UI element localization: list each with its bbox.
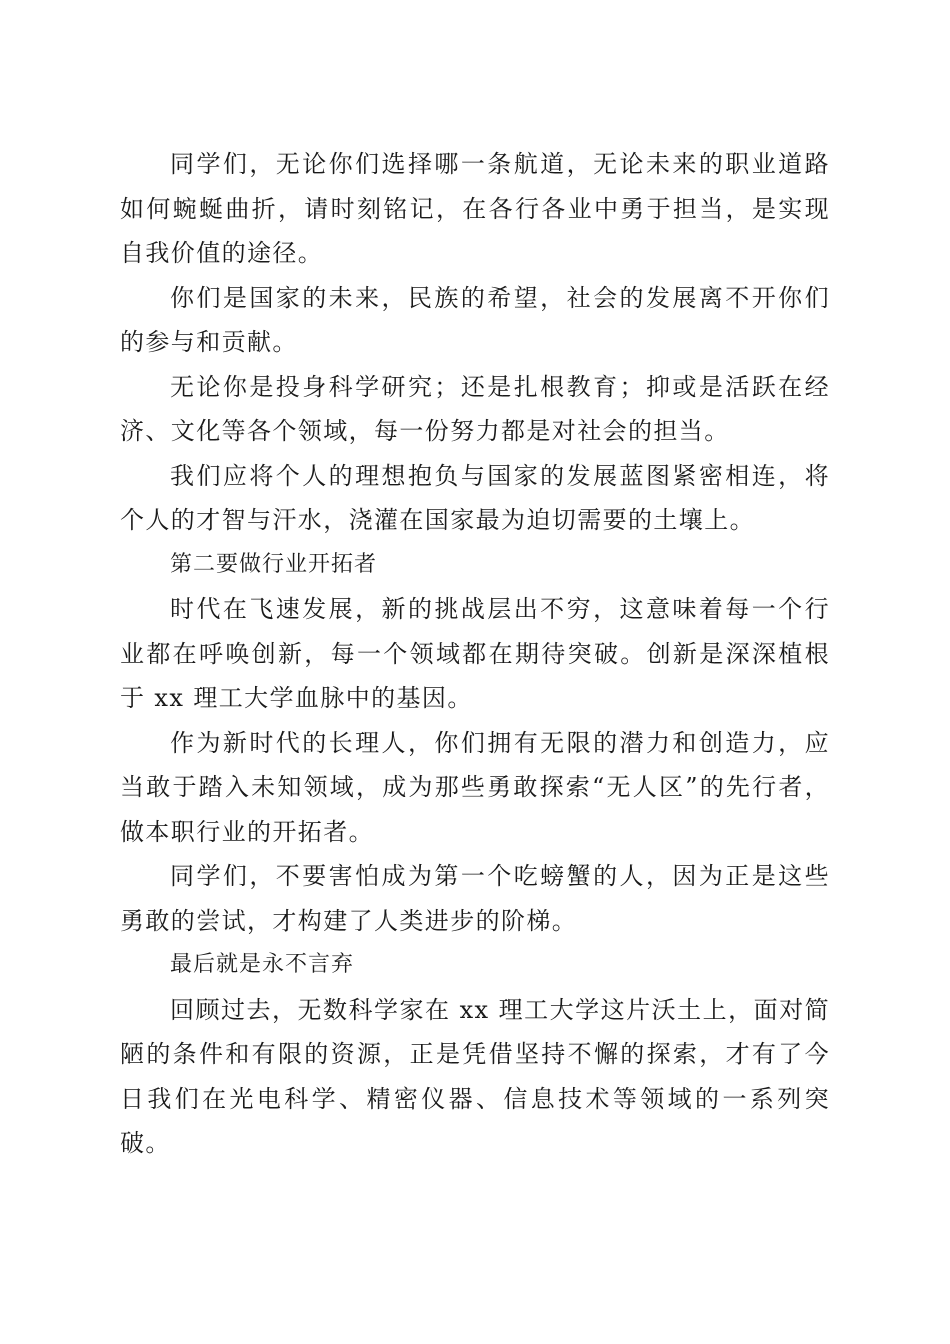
paragraph: 时代在飞速发展，新的挑战层出不穷，这意味着每一个行业都在呼唤创新，每一个领域都在期待突破。创新是深深植根于 xx 理工大学血脉中的基因。 [120, 595, 830, 712]
paragraph: 我们应将个人的理想抱负与国家的发展蓝图紧密相连，将个人的才智与汗水，浇灌在国家最为迫切需要的土壤上。 [120, 461, 830, 534]
paragraph: 你们是国家的未来，民族的希望，社会的发展离不开你们的参与和贡献。 [120, 283, 830, 356]
paragraph: 无论你是投身科学研究；还是扎根教育；抑或是活跃在经济、文化等各个领域，每一份努力都是对社会的担当。 [120, 372, 830, 445]
document-body [120, 142, 830, 1166]
paragraph: 同学们，无论你们选择哪一条航道，无论未来的职业道路如何蜿蜒曲折，请时刻铭记，在各行各业中勇于担当，是实现自我价值的途径。 [120, 150, 830, 267]
section-heading: 第二要做行业开拓者 [170, 551, 378, 577]
paragraph: 同学们，不要害怕成为第一个吃螃蟹的人，因为正是这些勇敢的尝试，才构建了人类进步的阶梯。 [120, 862, 830, 935]
section-heading: 最后就是永不言弃 [170, 952, 355, 977]
paragraph: 作为新时代的长理人，你们拥有无限的潜力和创造力，应当敢于踏入未知领域，成为那些勇敢探索“无人区”的先行者，做本职行业的开拓者。 [120, 728, 830, 846]
paragraph: 回顾过去，无数科学家在 xx 理工大学这片沃土上，面对简陋的条件和有限的资源，正是凭借坚持不懈的探索，才有了今日我们在光电科学、精密仪器、信息技术等领域的一系列突破。 [120, 995, 830, 1157]
